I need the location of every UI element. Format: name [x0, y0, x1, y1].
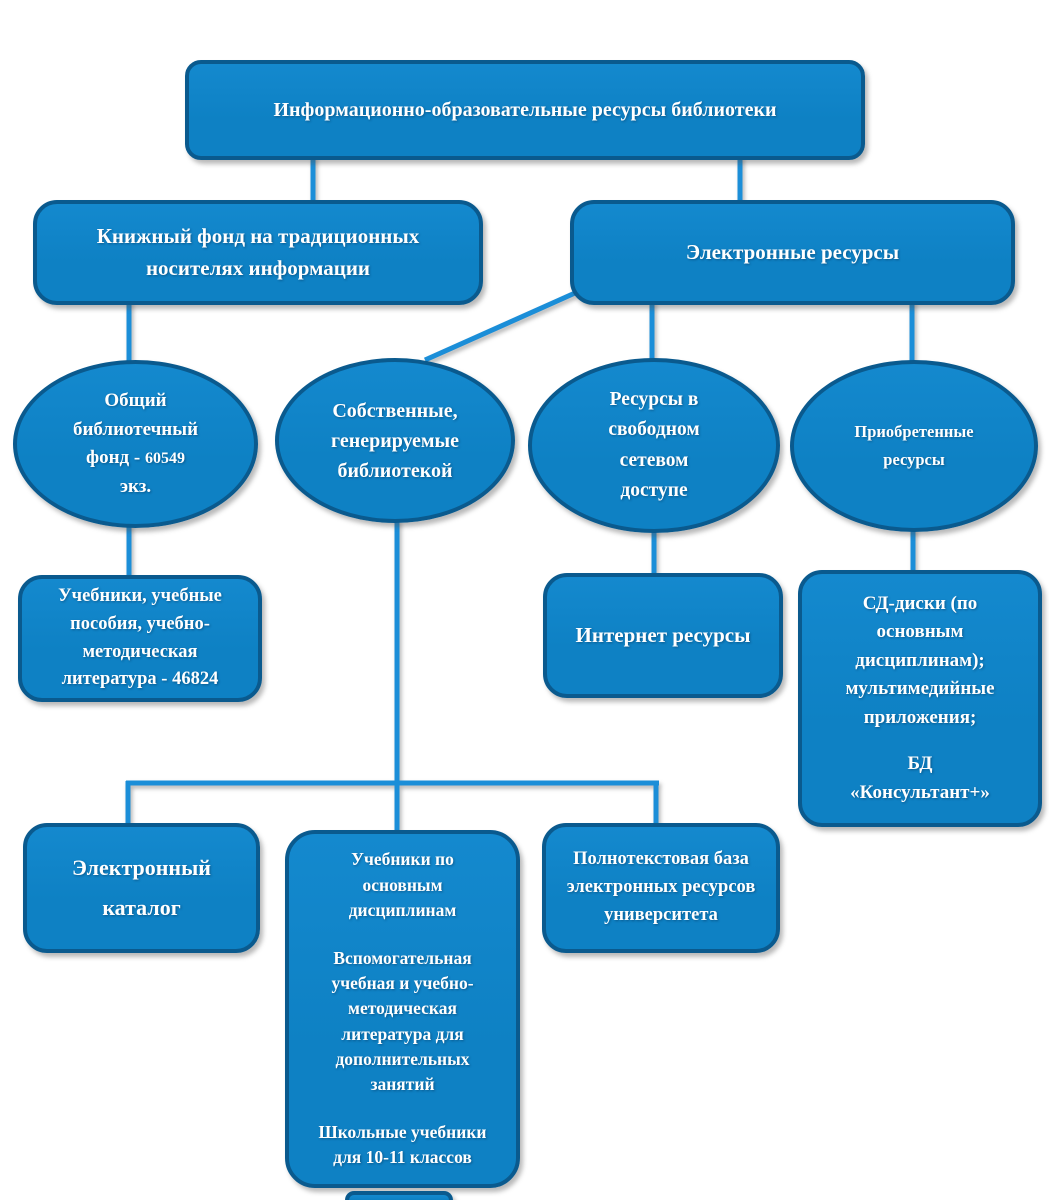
node-label: Книжный фонд на традиционных носителях информации: [96, 224, 420, 280]
node-textbooks-literature: [18, 575, 262, 702]
textbooks-count: 46824: [172, 669, 219, 690]
node-label: Собственные, генерируемые библиотекой: [331, 399, 459, 482]
node-free-network-access: [528, 358, 780, 533]
node-cd-disks-db: [798, 570, 1042, 827]
cutoff-node: [345, 1191, 453, 1200]
node-internet-resources: [543, 573, 783, 698]
node-total-library-fund: [13, 360, 258, 528]
node-label: Электронные ресурсы: [685, 240, 900, 264]
cd-disks-text: СД-диски (по основным дисциплинам); мультимедийные приложения;: [845, 592, 995, 728]
main-discipline-textbooks: Учебники по основным дисциплинам: [348, 849, 457, 921]
node-label: [43, 583, 238, 694]
fund-unit: экз.: [119, 475, 152, 497]
node-root-title: [185, 60, 865, 160]
db-consultant-text: БД «Консультант+»: [850, 753, 990, 803]
node-own-generated: [275, 358, 515, 523]
school-textbooks: Школьные учебники для 10-11 классов: [318, 1121, 487, 1168]
node-label: Приобретенные ресурсы: [854, 421, 974, 469]
node-label: [68, 387, 203, 501]
node-book-fund: [33, 200, 483, 305]
node-fulltext-database: [542, 823, 780, 953]
textbooks-text: Учебники, учебные пособия, учебно-методическая литература -: [58, 586, 222, 690]
node-label: Интернет ресурсы: [575, 623, 751, 647]
node-label: Информационно-образовательные ресурсы библиотеки: [273, 98, 777, 121]
fund-text: Общий библиотечный фонд -: [72, 390, 199, 468]
node-purchased-resources: [790, 360, 1038, 532]
node-label: Электронный каталог: [72, 855, 211, 920]
node-own-generated-items: [285, 830, 520, 1188]
fund-count: 60549: [145, 450, 186, 467]
node-label: Полнотекстовая база электронных ресурсов университета: [566, 849, 756, 925]
node-electronic-resources: [570, 200, 1015, 305]
node-electronic-catalog: [23, 823, 260, 953]
auxiliary-literature: Вспомогательная учебная и учебно-методическая литература для дополнительных занятий: [331, 947, 474, 1095]
node-label: Ресурсы в свободном сетевом доступе: [608, 389, 700, 501]
